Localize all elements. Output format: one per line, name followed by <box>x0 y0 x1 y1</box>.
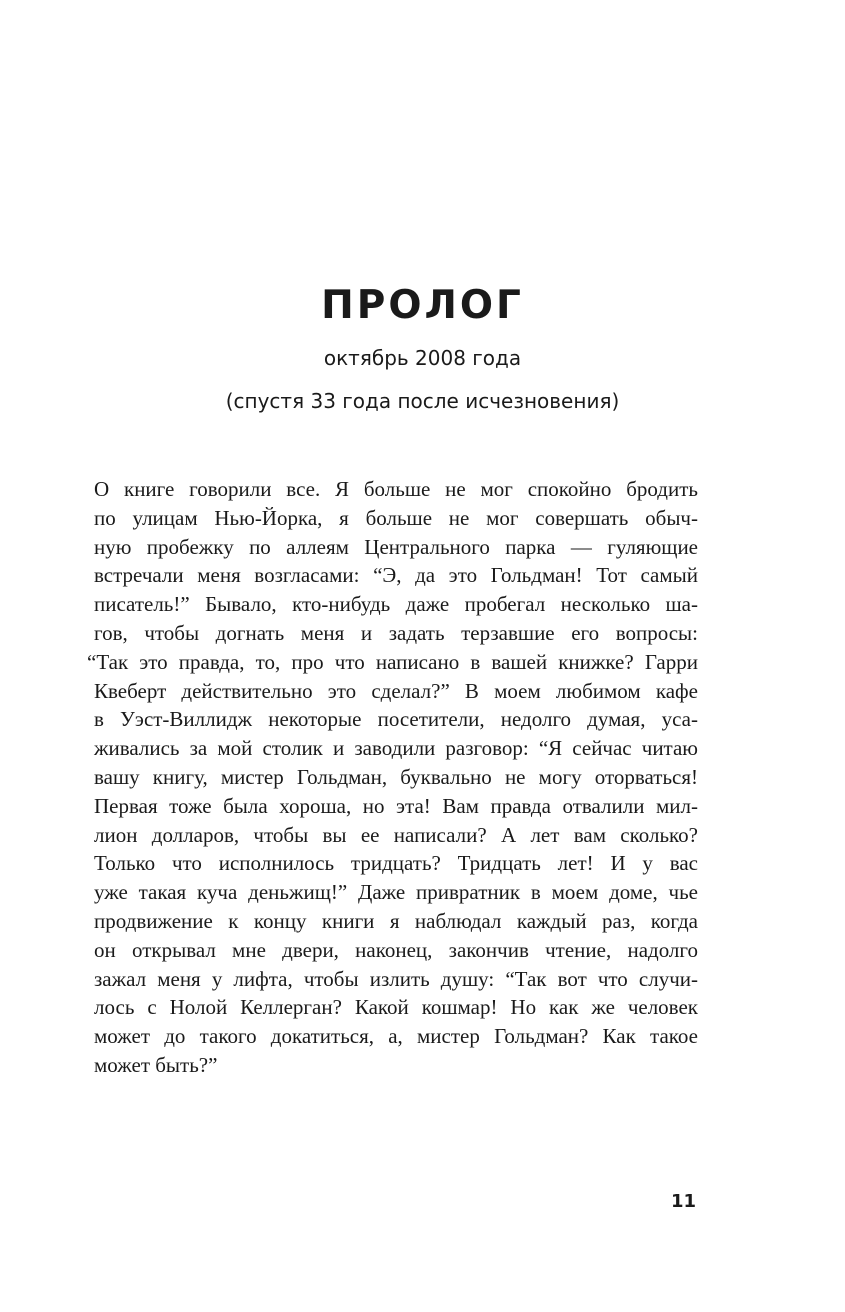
text-line: Квеберт действительно это сделал?” В моем любимом кафе <box>94 678 698 703</box>
text-line: в Уэст-Виллидж некоторые посетители, недолго думая, уса- <box>94 707 698 732</box>
text-line: писатель!” Бывало, кто-нибудь даже пробегал несколько ша- <box>94 592 698 617</box>
text-line: гов, чтобы догнать меня и задать терзавшие его вопросы: <box>94 620 698 645</box>
text-line: уже такая куча деньжищ!” Даже привратник в моем доме, чье <box>94 880 698 905</box>
text-line: зажал меня у лифта, чтобы излить душу: “Так вот что случи- <box>94 966 698 991</box>
text-line: лион долларов, чтобы вы ее написали? А лет вам сколько? <box>94 822 698 847</box>
chapter-subtitle: (спустя 33 года после исчезновения) <box>225 389 620 413</box>
text-line: “Так это правда, то, про что написано в вашей книжке? Гарри <box>87 649 698 674</box>
text-line: может быть?” <box>94 1052 218 1077</box>
body-paragraph <box>87 475 698 1080</box>
text-line: по улицам Нью-Йорка, я больше не мог совершать обыч- <box>94 505 698 530</box>
text-line: лось с Нолой Келлерган? Какой кошмар! Но как же человек <box>94 995 698 1020</box>
text-line: ную пробежку по аллеям Центрального парка — гуляющие <box>94 534 698 559</box>
text-line: Первая тоже была хороша, но эта! Вам правда отвалили мил- <box>94 793 698 818</box>
text-line: О книге говорили все. Я больше не мог спокойно бродить <box>94 477 698 501</box>
text-line: живались за мой столик и заводили разговор: “Я сейчас читаю <box>94 736 698 761</box>
text-line: Только что исполнилось тридцать? Тридцать лет! И у вас <box>94 851 698 876</box>
text-line: может до такого докатиться, а, мистер Гольдман? Как такое <box>94 1024 698 1049</box>
text-line: вашу книгу, мистер Гольдман, буквально не могу оторваться! <box>94 764 698 789</box>
text-line: встречали меня возгласами: “Э, да это Гольдман! Тот самый <box>94 563 698 588</box>
chapter-title: ПРОЛОГ <box>321 283 524 328</box>
page-number: 11 <box>670 1191 696 1212</box>
chapter-date: октябрь 2008 года <box>323 346 522 370</box>
text-line: продвижение к концу книги я наблюдал каждый раз, когда <box>94 908 698 933</box>
text-line: он открывал мне двери, наконец, закончив чтение, надолго <box>94 937 698 962</box>
